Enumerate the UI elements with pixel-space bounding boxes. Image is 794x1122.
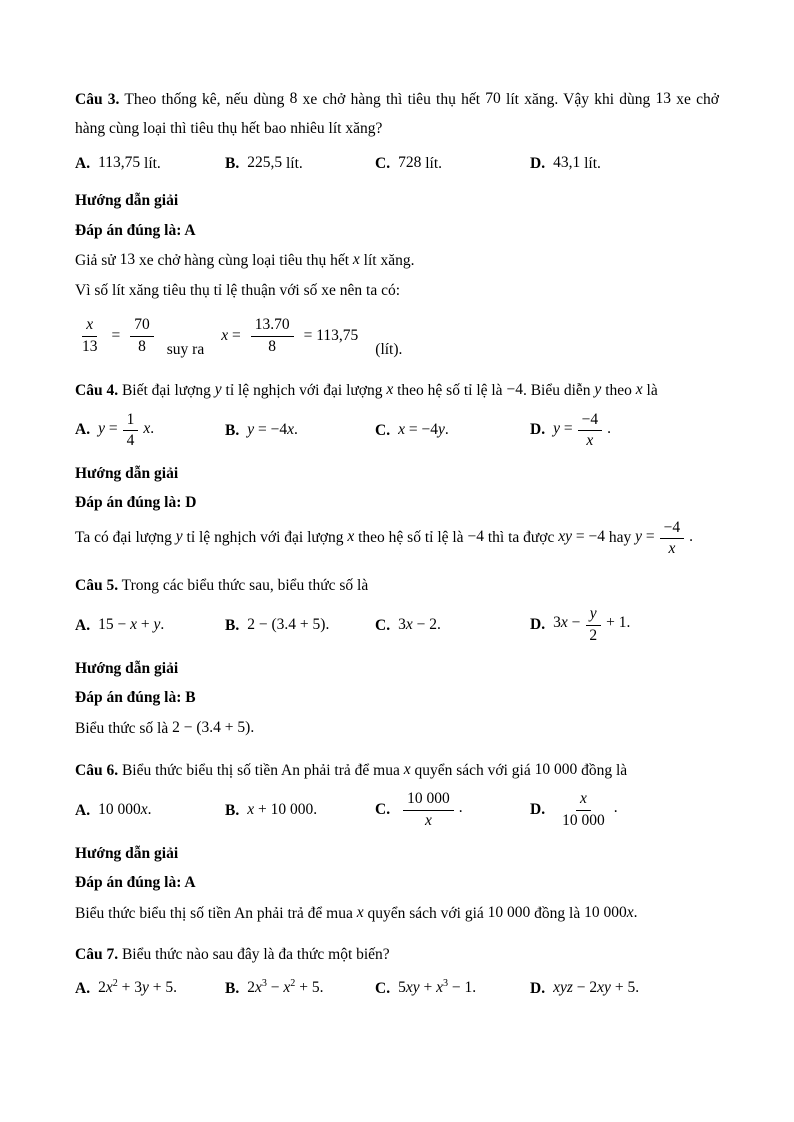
fraction-denominator: 4 (126, 431, 135, 449)
text-run: theo (601, 382, 636, 400)
fraction-denominator: 2 (589, 626, 598, 644)
math-run: = 113,75 (303, 327, 359, 345)
bold-text-run: B. (225, 616, 240, 634)
math-run: x (635, 381, 643, 399)
fraction-denominator: 8 (268, 337, 277, 355)
q3-option-c (375, 148, 530, 178)
math-run: x (356, 903, 364, 921)
superscript: 3 (443, 978, 449, 990)
math-run: x (386, 381, 394, 399)
fraction-denominator: x (668, 539, 676, 557)
fraction (403, 789, 454, 830)
q5-option-a (75, 610, 225, 640)
q7-option-b (225, 973, 375, 1003)
text-run: thì ta được (483, 528, 559, 546)
math-run: 225,5 (247, 153, 283, 171)
bold-text-run: A. (75, 420, 91, 438)
math-run: y = −4x. (247, 420, 298, 438)
fraction-denominator: 10 000 (562, 811, 605, 829)
text-run: Giả sử (75, 252, 120, 270)
q4-option-c (375, 415, 530, 445)
fraction-numerator: −4 (660, 518, 685, 539)
math-run: 15 − x + y. (98, 615, 165, 633)
math-run: −4 (467, 527, 484, 545)
question-6-block (75, 755, 719, 928)
fraction (578, 410, 603, 451)
math-run: x = (221, 327, 241, 345)
text-run: quyển sách với giá (363, 904, 488, 922)
fraction (123, 410, 139, 451)
q7-question (75, 940, 719, 969)
math-run: 2 − (3.4 + 5). (172, 718, 255, 736)
fraction-numerator: 10 000 (403, 789, 454, 810)
q5-option-b (225, 610, 375, 640)
fraction (130, 315, 154, 356)
math-run: x. (143, 419, 155, 437)
bold-text-run: Câu 6. (75, 761, 119, 779)
text-run: tỉ lệ nghịch với đại lượng (221, 382, 387, 400)
q5-correct-answer: Đáp án đúng là: B (75, 689, 196, 707)
bold-text-run: A. (75, 154, 91, 172)
math-run: xyz − 2xy + 5. (553, 979, 640, 997)
q3-option-d (530, 148, 719, 178)
math-run: 3x − 2. (398, 615, 441, 633)
q6-option-a (75, 795, 225, 825)
text-run: suy ra (166, 341, 205, 359)
bold-text-run: D. (530, 980, 546, 998)
math-run: 113,75 (98, 153, 141, 171)
bold-text-run: B. (225, 421, 240, 439)
q6-option-b (225, 795, 375, 825)
fraction-numerator: 70 (130, 315, 154, 336)
math-run: $2x^3 - x^2 + 5$. (247, 978, 324, 997)
math-run: y = (98, 419, 118, 437)
math-run: x (403, 760, 411, 778)
text-run: lít. (282, 154, 303, 172)
text-run: lít. (421, 154, 442, 172)
q5-option-d (530, 604, 719, 645)
q4-options-row (75, 410, 719, 451)
text-run: theo hệ số tỉ lệ là (354, 528, 468, 546)
superscript: 3 (261, 978, 267, 990)
math-run: y (214, 381, 222, 399)
q5-question (75, 571, 719, 600)
q4-correct-answer: Đáp án đúng là: D (75, 494, 197, 512)
math-run: $5xy + x^3 - 1$. (398, 978, 477, 997)
q4-guide-heading: Hướng dẫn giải (75, 464, 179, 482)
question-7-block (75, 940, 719, 1004)
text-run: lít. (580, 154, 601, 172)
bold-text-run: Câu 4. (75, 382, 119, 400)
fraction (251, 315, 294, 356)
bold-text-run: C. (375, 800, 391, 818)
math-run: . (613, 799, 618, 817)
text-run: (lít). (375, 341, 403, 359)
text-run: đồng là (577, 761, 628, 779)
q6-guide-heading: Hướng dẫn giải (75, 844, 179, 862)
q4-option-a (75, 410, 225, 451)
q5-options-row (75, 604, 719, 645)
q5-option-c (375, 610, 530, 640)
q5-guide-heading: Hướng dẫn giải (75, 659, 179, 677)
math-run: xy = −4 (558, 527, 606, 545)
fraction-numerator: x (576, 789, 591, 810)
math-run: 8 (289, 90, 298, 107)
math-run: x + 10 000. (247, 800, 318, 818)
text-run: Ta có đại lượng (75, 528, 176, 546)
fraction (558, 789, 609, 830)
bold-text-run: D. (530, 420, 546, 438)
q3-solution-line-2 (75, 276, 719, 305)
math-run: 13 (119, 251, 136, 269)
fraction-numerator: 13.70 (251, 315, 294, 336)
q3-option-b (225, 148, 375, 178)
fraction-numerator: −4 (578, 410, 603, 431)
text-run: đồng là (530, 904, 585, 922)
q6-option-c (375, 789, 530, 830)
text-run: Theo thống kê, nếu dùng (119, 91, 290, 108)
text-run: quyển sách với giá (410, 761, 535, 779)
q6-question (75, 755, 719, 785)
text-run: xe chở hàng cùng loại thì tiêu thụ hết bao nhiêu lít xăng? (75, 91, 719, 138)
math-run: 728 (398, 153, 422, 171)
superscript: 2 (112, 978, 118, 990)
math-run: . (458, 799, 463, 817)
bold-text-run: Câu 3. (75, 91, 120, 108)
math-run: y (594, 381, 602, 399)
q3-correct-answer: Đáp án đúng là: A (75, 221, 196, 239)
text-run: theo hệ số tỉ lệ là (393, 382, 507, 400)
text-run: . Biểu diễn (522, 382, 595, 400)
fraction-numerator: y (586, 604, 601, 625)
math-run: 10 000x. (584, 903, 638, 921)
text-run: lít xăng. Vậy khi dùng (500, 91, 656, 108)
text-run: là (642, 382, 658, 400)
question-4-block (75, 375, 719, 559)
q5-solution-line-1 (75, 713, 719, 743)
fraction (78, 315, 102, 356)
text-run: lít. (140, 154, 161, 172)
q4-solution-line-1 (75, 518, 719, 559)
math-run: 13 (655, 90, 672, 107)
superscript: 2 (290, 978, 296, 990)
math-run: −4 (506, 381, 523, 399)
bold-text-run: D. (530, 615, 546, 633)
fraction-numerator: x (82, 315, 97, 336)
q3-solution-formula (75, 309, 719, 363)
bold-text-run: B. (225, 980, 240, 998)
math-run: x (352, 251, 360, 269)
question-3-block (75, 84, 719, 363)
text-run: Biểu thức biểu thị số tiền An phải trả để mua (118, 761, 404, 779)
fraction-denominator: 8 (138, 337, 146, 355)
bold-text-run: A. (75, 980, 91, 998)
math-run: 10 000 (487, 903, 531, 921)
q6-options-row (75, 789, 719, 830)
math-run: 10 000x. (98, 800, 152, 818)
bold-text-run: C. (375, 616, 391, 634)
text-run: Biết đại lượng (118, 382, 215, 400)
q6-option-d (530, 789, 719, 830)
fraction-denominator: x (424, 811, 432, 829)
fraction-denominator: x (586, 431, 594, 449)
q7-option-a (75, 973, 225, 1003)
text-run: lít xăng. (359, 252, 415, 270)
math-run: 70 (485, 90, 501, 107)
math-run: x (347, 527, 355, 545)
bold-text-run: C. (375, 980, 391, 998)
bold-text-run: B. (225, 154, 240, 172)
bold-text-run: C. (375, 421, 391, 439)
q4-option-b (225, 415, 375, 445)
q4-question (75, 375, 719, 405)
q7-options-row (75, 973, 719, 1003)
text-run: tỉ lệ nghịch với đại lượng (182, 528, 348, 546)
text-run: xe chở hàng cùng loại tiêu thụ hết (135, 252, 353, 270)
bold-text-run: D. (530, 154, 546, 172)
math-run: y = (635, 527, 655, 545)
math-run: + 1. (606, 614, 631, 632)
math-run: y (175, 527, 183, 545)
math-run: x = −4y. (398, 420, 449, 438)
text-run: Biểu thức số là (75, 719, 173, 737)
q4-option-d (530, 410, 719, 451)
q3-guide-heading: Hướng dẫn giải (75, 192, 179, 210)
q3-question (75, 84, 719, 144)
q7-option-c (375, 973, 530, 1003)
question-5-block (75, 571, 719, 743)
math-run: $2x^2 + 3y + 5$. (98, 978, 178, 997)
fraction-numerator: 1 (123, 410, 139, 431)
math-run: . (607, 419, 611, 437)
text-run: Biểu thức biểu thị số tiền An phải trả để mua (75, 904, 357, 922)
math-run: y = (553, 419, 573, 437)
math-run: 43,1 (553, 153, 581, 171)
text-run: hay (605, 528, 636, 546)
q6-solution-line-1 (75, 898, 719, 928)
math-run: 2 − (3.4 + 5). (247, 615, 330, 633)
bold-text-run: C. (375, 154, 391, 172)
q3-option-a (75, 148, 225, 178)
math-run: . (689, 527, 694, 545)
fraction-denominator: 13 (82, 337, 98, 355)
math-run: 3x − (553, 614, 581, 632)
bold-text-run: Câu 7. (75, 946, 119, 963)
fraction (660, 518, 685, 559)
q3-options-row (75, 148, 719, 178)
fraction (585, 604, 601, 645)
bold-text-run: A. (75, 801, 91, 819)
text-run: Biểu thức nào sau đây là đa thức một biến? (118, 946, 390, 963)
text-run: Vì số lít xăng tiêu thụ tỉ lệ thuận với số xe nên ta có: (75, 281, 401, 299)
math-run: = (111, 327, 121, 345)
text-run: xe chở hàng thì tiêu thụ hết (297, 91, 486, 108)
q7-option-d (530, 973, 719, 1003)
bold-text-run: B. (225, 801, 240, 819)
math-run: 10 000 (534, 760, 578, 778)
bold-text-run: A. (75, 616, 91, 634)
q3-solution-line-1 (75, 245, 719, 275)
bold-text-run: Câu 5. (75, 576, 119, 594)
q6-correct-answer: Đáp án đúng là: A (75, 874, 196, 892)
bold-text-run: D. (530, 800, 546, 818)
text-run: Trong các biểu thức sau, biểu thức số là (118, 576, 369, 594)
